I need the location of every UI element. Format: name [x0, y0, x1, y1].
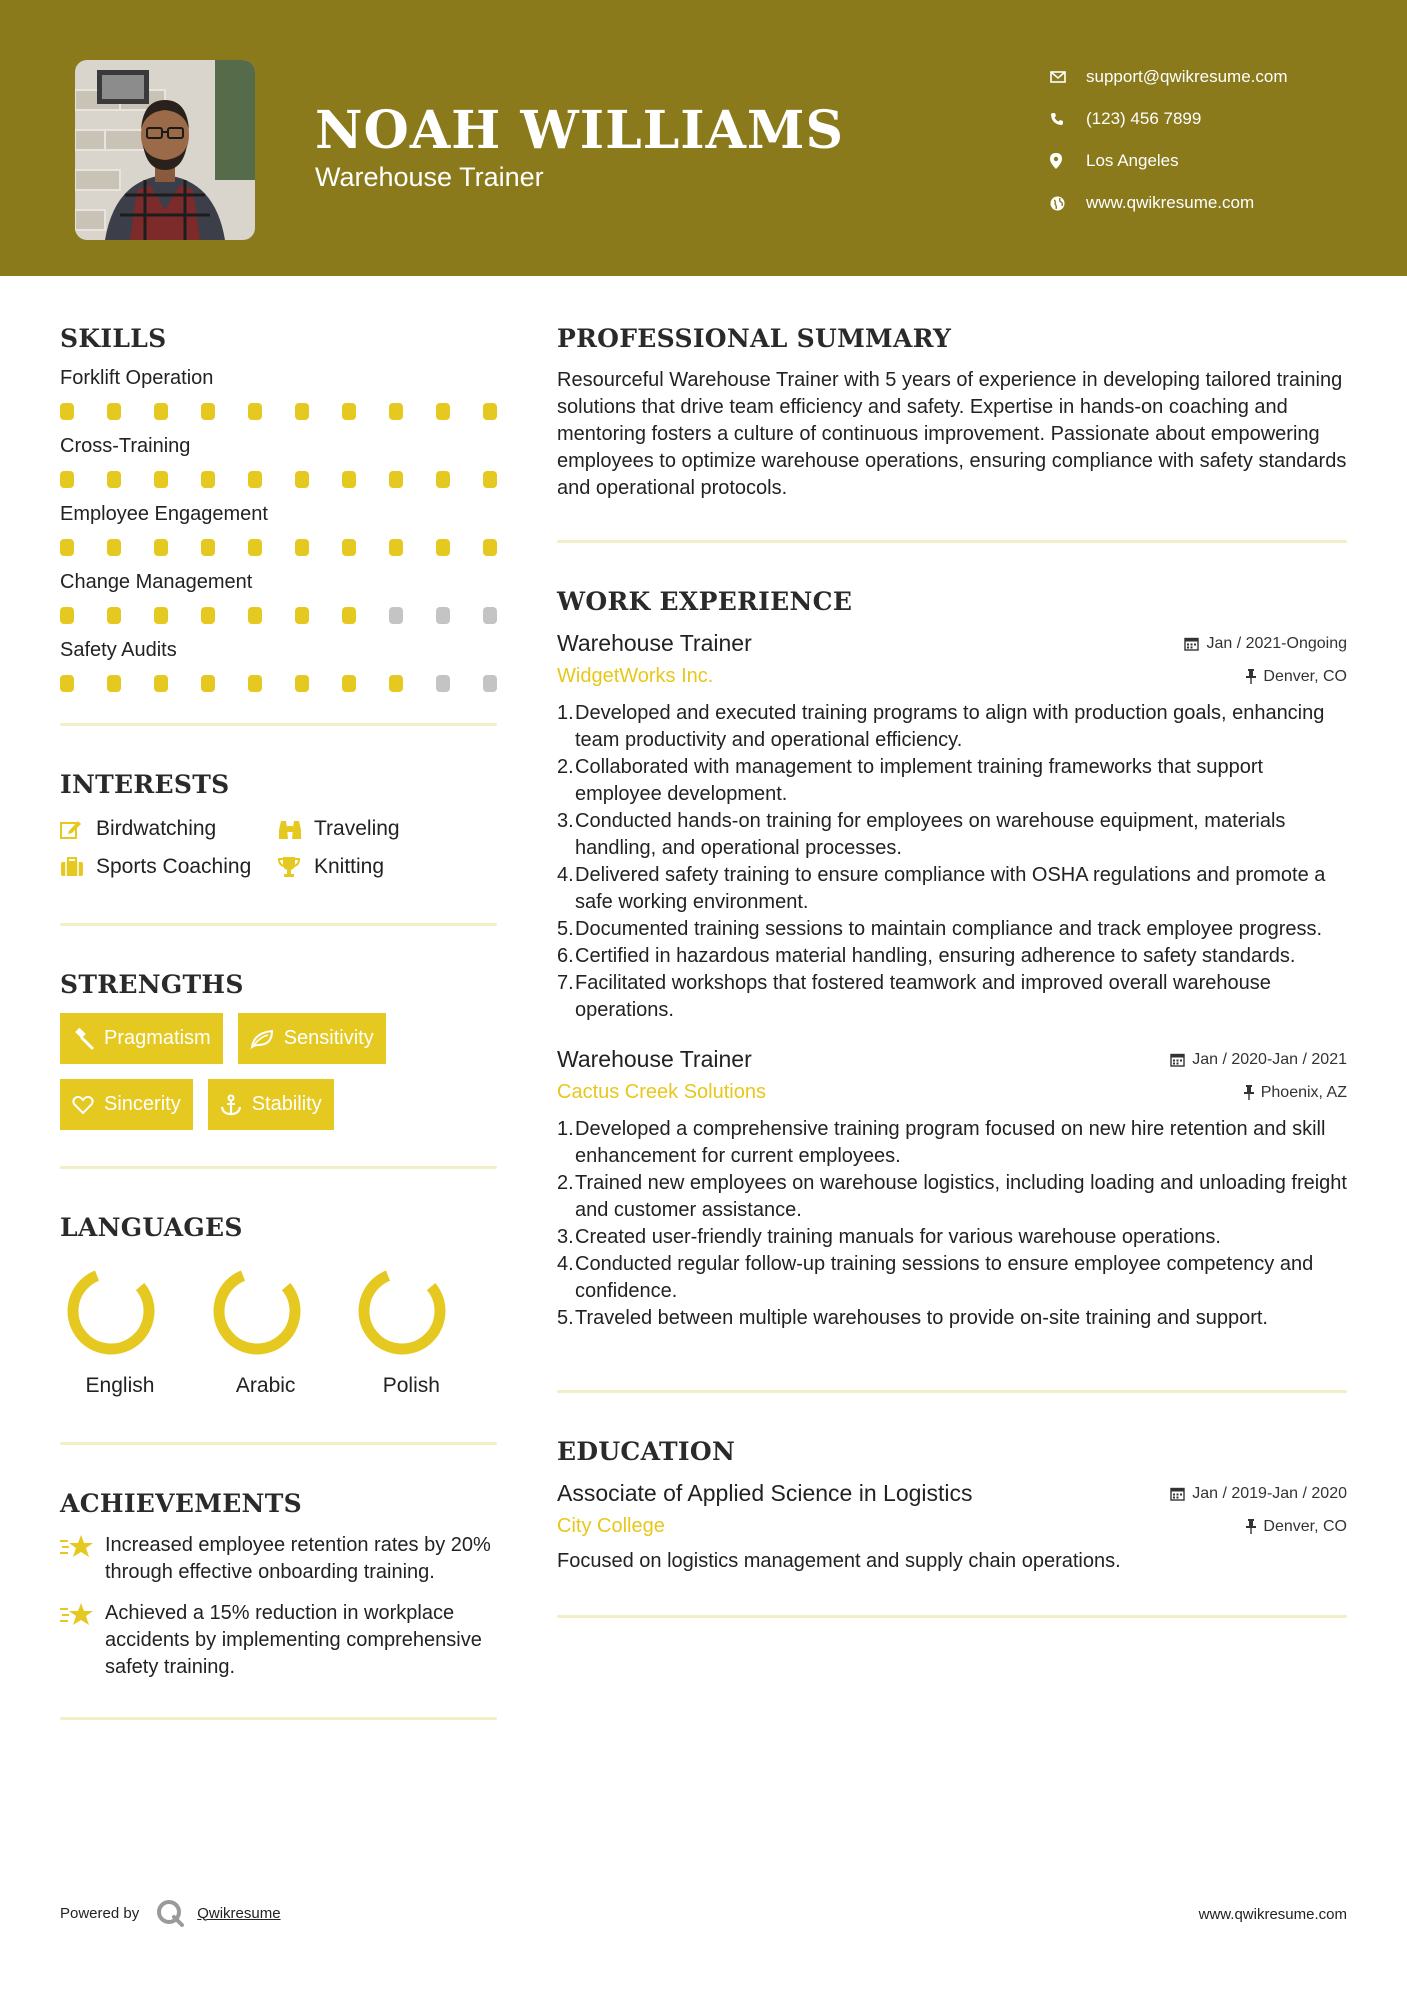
job-entry — [557, 630, 1347, 1024]
education-location — [1246, 1518, 1347, 1536]
rating-dot — [295, 403, 309, 420]
rating-dot — [154, 403, 168, 420]
summary-heading: PROFESSIONAL SUMMARY — [557, 324, 952, 353]
achievement-item — [60, 1600, 497, 1681]
gavel-icon — [72, 1028, 94, 1050]
interest-label: Birdwatching — [96, 817, 217, 840]
rating-dot — [436, 607, 450, 624]
job-location-text: Phoenix, AZ — [1260, 1083, 1347, 1101]
job-bullet: 2. Collaborated with management to implement training frameworks that support employee development. — [557, 756, 1264, 805]
rating-dot — [248, 607, 262, 624]
phone-icon — [1050, 112, 1086, 126]
language-label: Polish — [382, 1374, 440, 1397]
strengths-heading: STRENGTHS — [60, 970, 244, 999]
job-location — [1246, 668, 1347, 686]
contact-email[interactable] — [1050, 56, 1380, 98]
interests-heading: INTERESTS — [60, 770, 230, 799]
contact-phone[interactable] — [1050, 98, 1380, 140]
rating-dot — [342, 471, 356, 488]
rating-dot — [342, 539, 356, 556]
rating-dot — [107, 539, 121, 556]
rating-dot — [436, 675, 450, 692]
school-name: City College — [557, 1515, 665, 1537]
strength-chip — [208, 1079, 334, 1130]
profile-photo — [75, 60, 255, 240]
rating-dot — [295, 539, 309, 556]
calendar-icon — [1170, 1052, 1185, 1067]
skill-rating — [60, 469, 497, 489]
rating-dot — [342, 675, 356, 692]
job-bullet: 5. Documented training sessions to maintain compliance and track employee progress. — [557, 918, 1323, 940]
achievement-text: Achieved a 15% reduction in workplace accidents by implementing comprehensive safety training. — [105, 1602, 482, 1678]
rating-dot — [389, 403, 403, 420]
education-heading: EDUCATION — [557, 1437, 736, 1466]
rating-dot — [248, 471, 262, 488]
rating-dot — [201, 607, 215, 624]
interest-item — [60, 817, 278, 841]
rating-dot — [389, 471, 403, 488]
rating-dot — [342, 607, 356, 624]
contact-location — [1050, 140, 1380, 182]
rating-dot — [389, 675, 403, 692]
summary-text: Resourceful Warehouse Trainer with 5 years of experience in developing tailored training solutions that drive team efficiency and safety. Expertise in hands-on coaching and mentoring fosters a culture of continuous improvement. Passionate about empowering employees to optimize warehouse operations, ensuring compliance with safety standards and operational protocols. — [557, 369, 1347, 499]
heart-icon — [72, 1095, 94, 1115]
job-bullet: 7. Facilitated workshops that fostered teamwork and improved overall warehouse operations. — [557, 972, 1271, 1021]
language-item — [351, 1266, 497, 1398]
interest-item — [278, 855, 497, 879]
skill-rating — [60, 673, 497, 693]
job-bullet: 4. Conducted regular follow-up training sessions to ensure employee competency and confidence. — [557, 1253, 1314, 1302]
education-description: Focused on logistics management and supply chain operations. — [557, 1550, 1121, 1572]
strength-label: Sincerity — [104, 1093, 181, 1115]
contact-email-text: support@qwikresume.com — [1086, 67, 1288, 86]
rating-dot — [201, 675, 215, 692]
rating-dot — [436, 471, 450, 488]
rating-dot — [483, 675, 497, 692]
interest-label: Knitting — [314, 855, 385, 878]
achievements-heading: ACHIEVEMENTS — [60, 1489, 302, 1518]
experience-heading: WORK EXPERIENCE — [557, 587, 853, 616]
language-ring — [357, 1266, 447, 1356]
job-bullet: 2. Trained new employees on warehouse logistics, including loading and unloading freight and customer assistance. — [557, 1172, 1347, 1221]
calendar-icon — [1184, 636, 1199, 651]
job-bullet: 3. Created user-friendly training manuals for various warehouse operations. — [557, 1226, 1221, 1248]
achievement-text: Increased employee retention rates by 20% through effective onboarding training. — [105, 1534, 491, 1583]
education-date — [1170, 1485, 1347, 1503]
section-divider — [557, 1615, 1347, 1618]
rating-dot — [201, 403, 215, 420]
interest-label: Traveling — [314, 817, 400, 840]
job-title: Warehouse Trainer — [557, 630, 752, 656]
job-bullets — [557, 1116, 1347, 1332]
language-ring — [66, 1266, 156, 1356]
rating-dot — [483, 403, 497, 420]
pin-icon — [1244, 1085, 1254, 1100]
job-date-text: Jan / 2020-Jan / 2021 — [1192, 1050, 1347, 1068]
language-label: English — [85, 1374, 155, 1397]
rating-dot — [483, 539, 497, 556]
contact-website-text: www.qwikresume.com — [1086, 193, 1255, 212]
pencil-square-icon — [60, 819, 96, 839]
contact-phone-text: (123) 456 7899 — [1086, 109, 1202, 128]
rating-dot — [248, 539, 262, 556]
skill-rating — [60, 401, 497, 421]
powered-by-label: Powered by — [60, 1904, 140, 1922]
interest-label: Sports Coaching — [96, 855, 252, 878]
rating-dot — [154, 675, 168, 692]
interest-item — [278, 817, 497, 841]
education-date-text: Jan / 2019-Jan / 2020 — [1192, 1484, 1347, 1502]
rating-dot — [389, 607, 403, 624]
rating-dot — [248, 675, 262, 692]
footer-website-link[interactable]: www.qwikresume.com — [1198, 1906, 1347, 1923]
rating-dot — [342, 403, 356, 420]
trophy-icon — [278, 856, 314, 878]
right-column — [557, 276, 1347, 1618]
contact-location-text: Los Angeles — [1086, 151, 1179, 170]
map-marker-icon — [1050, 153, 1086, 169]
star-icon — [60, 1532, 105, 1586]
rating-dot — [107, 675, 121, 692]
language-item — [60, 1266, 206, 1398]
rating-dot — [60, 607, 74, 624]
skill-rating — [60, 537, 497, 557]
job-bullet: 1. Developed a comprehensive training program focused on new hire retention and skill enhancement for current employees. — [557, 1118, 1326, 1167]
binoculars-icon — [278, 818, 314, 840]
job-date — [1184, 635, 1347, 653]
strength-chip — [60, 1013, 223, 1064]
language-ring — [212, 1266, 302, 1356]
strengths-list — [60, 1013, 497, 1130]
pin-icon — [1246, 669, 1256, 684]
languages-list — [60, 1266, 497, 1398]
powered-by — [60, 1898, 281, 1928]
job-title: Warehouse Trainer — [557, 1046, 752, 1072]
rating-dot — [107, 471, 121, 488]
interests-list — [60, 817, 497, 879]
qwikresume-logo-icon — [155, 1898, 185, 1928]
rating-dot — [389, 539, 403, 556]
language-item — [206, 1266, 352, 1398]
skill-rating — [60, 605, 497, 625]
skills-heading: SKILLS — [60, 324, 167, 353]
job-location-text: Denver, CO — [1263, 667, 1347, 685]
job-date-text: Jan / 2021-Ongoing — [1206, 634, 1347, 652]
rating-dot — [436, 539, 450, 556]
contact-list — [1050, 56, 1380, 224]
languages-heading: LANGUAGES — [60, 1213, 243, 1242]
candidate-name: NOAH WILLIAMS — [315, 100, 845, 161]
degree-title: Associate of Applied Science in Logistics — [557, 1480, 973, 1506]
company-name: WidgetWorks Inc. — [557, 665, 714, 687]
job-bullet: 5. Traveled between multiple warehouses to provide on-site training and support. — [557, 1307, 1268, 1329]
star-icon — [60, 1600, 105, 1681]
anchor-icon — [220, 1094, 242, 1116]
job-bullet: 4. Delivered safety training to ensure compliance with OSHA regulations and promote a safe working environment. — [557, 864, 1326, 913]
briefcase-icon — [60, 857, 96, 877]
job-date — [1170, 1051, 1347, 1069]
skill-name: Forklift Operation — [60, 367, 214, 389]
language-label: Arabic — [235, 1374, 296, 1397]
company-name: Cactus Creek Solutions — [557, 1081, 766, 1103]
rating-dot — [60, 675, 74, 692]
pin-icon — [1246, 1519, 1256, 1534]
rating-dot — [60, 539, 74, 556]
skill-name: Change Management — [60, 571, 253, 593]
rating-dot — [295, 675, 309, 692]
leaf-icon — [250, 1029, 274, 1049]
skills-list — [60, 367, 497, 693]
job-bullets — [557, 700, 1347, 1024]
interest-item — [60, 855, 278, 879]
strength-label: Stability — [251, 1093, 322, 1115]
strength-chip — [60, 1079, 193, 1130]
qwikresume-link[interactable]: Qwikresume — [197, 1904, 281, 1922]
achievement-item — [60, 1532, 497, 1586]
rating-dot — [60, 403, 74, 420]
section-divider — [60, 1717, 497, 1720]
rating-dot — [154, 471, 168, 488]
contact-website[interactable] — [1050, 182, 1380, 224]
rating-dot — [436, 403, 450, 420]
rating-dot — [107, 403, 121, 420]
resume-header — [0, 0, 1407, 276]
job-location — [1244, 1084, 1347, 1102]
rating-dot — [107, 607, 121, 624]
rating-dot — [201, 471, 215, 488]
rating-dot — [154, 607, 168, 624]
rating-dot — [60, 471, 74, 488]
rating-dot — [483, 471, 497, 488]
skill-name: Cross-Training — [60, 435, 191, 457]
job-bullet: 6. Certified in hazardous material handling, ensuring adherence to safety standards. — [557, 945, 1296, 967]
education-location-text: Denver, CO — [1263, 1517, 1347, 1535]
strength-label: Sensitivity — [283, 1027, 374, 1049]
education-entry — [557, 1480, 1347, 1575]
skill-name: Employee Engagement — [60, 503, 268, 525]
envelope-icon — [1050, 70, 1086, 84]
candidate-role: Warehouse Trainer — [315, 162, 544, 192]
globe-icon — [1050, 196, 1086, 211]
skill-name: Safety Audits — [60, 639, 177, 661]
rating-dot — [295, 607, 309, 624]
left-column — [60, 276, 497, 1720]
job-bullet: 1. Developed and executed training programs to align with production goals, enhancing team productivity and operational efficiency. — [557, 702, 1325, 751]
rating-dot — [201, 539, 215, 556]
rating-dot — [154, 539, 168, 556]
rating-dot — [248, 403, 262, 420]
rating-dot — [295, 471, 309, 488]
job-entry — [557, 1046, 1347, 1332]
job-bullet: 3. Conducted hands-on training for employees on warehouse equipment, materials handling, and operational processes. — [557, 810, 1286, 859]
strength-chip — [238, 1013, 386, 1064]
calendar-icon — [1170, 1486, 1185, 1501]
strength-label: Pragmatism — [104, 1027, 211, 1049]
rating-dot — [483, 607, 497, 624]
